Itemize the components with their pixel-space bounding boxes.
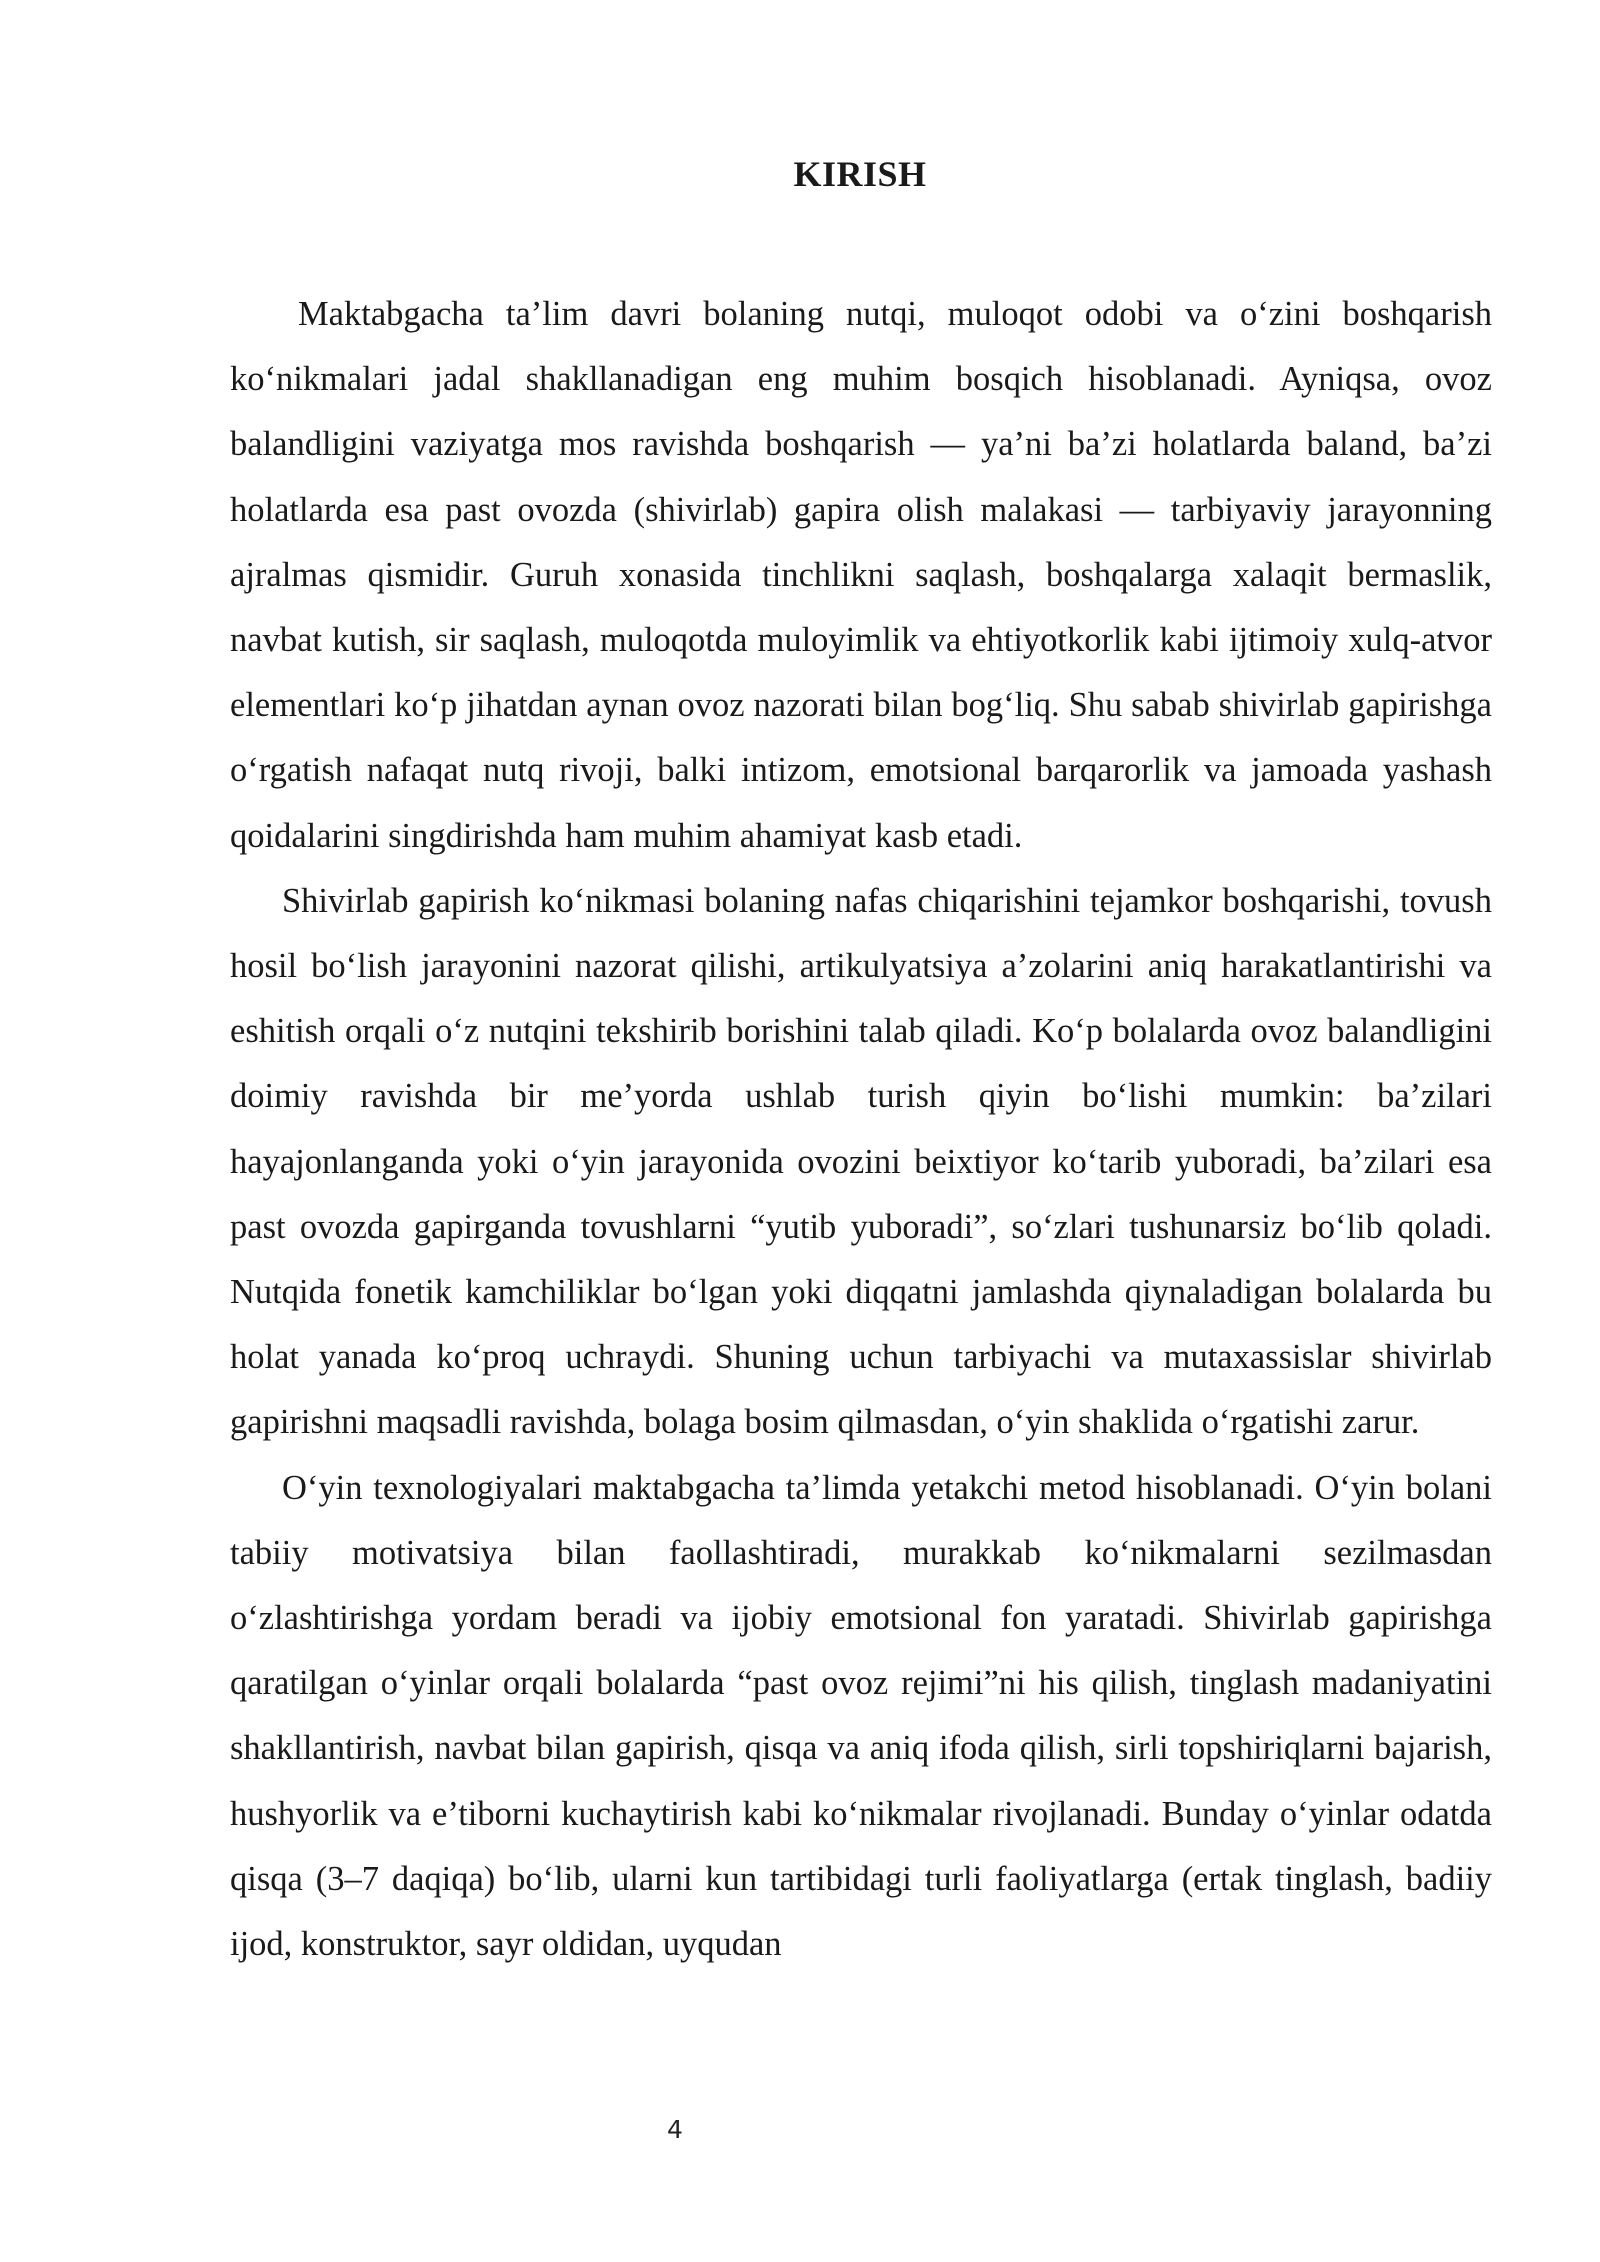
page-number: 4 bbox=[667, 2115, 683, 2144]
paragraph-2: Shivirlab gapirish ko‘nikmasi bolaning nafas chiqarishini tejamkor boshqarishi, tovush hosil bo‘lish jarayonini nazorat qilishi, artikulyatsiya a’zolarini aniq harakatlantirishi va eshitish orqali o‘z nutqini tekshirib borishini talab qiladi. Ko‘p bolalarda ovoz balandligini doimiy ravishda bir me’yorda ushlab turish qiyin bo‘lishi mumkin: ba’zilari hayajonlanganda yoki o‘yin jarayonida ovozini beixtiyor ko‘tarib yuboradi, ba’zilari esa past ovozda gapirganda tovushlarni “yutib yuboradi”, so‘zlari tushunarsiz bo‘lib qoladi. Nutqida fonetik kamchiliklar bo‘lgan yoki diqqatni jamlashda qiynaladigan bolalarda bu holat yanada ko‘proq uchraydi. Shuning uchun tarbiyachi va mutaxassislar shivirlab gapirishni maqsadli ravishda, bolaga bosim qilmasdan, o‘yin shaklida o‘rgatishi zarur. bbox=[230, 881, 1492, 1442]
paragraph-1: Maktabgacha ta’lim davri bolaning nutqi, muloqot odobi va o‘zini boshqarish ko‘nikmalari jadal shakllanadigan eng muhim bosqich hisoblanadi. Ayniqsa, ovoz balandligini vaziyatga mos ravishda boshqarish — ya’ni ba’zi holatlarda baland, ba’zi holatlarda esa past ovozda (shivirlab) gapira olish malakasi — tarbiyaviy jarayonning ajralmas qismidir. Guruh xonasida tinchlikni saqlash, boshqalarga xalaqit bermaslik, navbat kutish, sir saqlash, muloqotda muloyimlik va ehtiyotkorlik kabi ijtimoiy xulq-atvor elementlari ko‘p jihatdan aynan ovoz nazorati bilan bog‘liq. Shu sabab shivirlab gapirishga o‘rgatish nafaqat nutq rivoji, balki intizom, emotsional barqarorlik va jamoada yashash qoidalarini singdirishda ham muhim ahamiyat kasb etadi. bbox=[230, 295, 1492, 855]
body-text bbox=[230, 282, 1492, 1977]
section-title: KIRISH bbox=[793, 154, 927, 194]
paragraph-3: O‘yin texnologiyalari maktabgacha ta’limda yetakchi metod hisoblanadi. O‘yin bolani tabiiy motivatsiya bilan faollashtiradi, murakkab ko‘nikmalarni sezilmasdan o‘zlashtirishga yordam beradi va ijobiy emotsional fon yaratadi. Shivirlab gapirishga qaratilgan o‘yinlar orqali bolalarda “past ovoz rejimi”ni his qilish, tinglash madaniyatini shakllantirish, navbat bilan gapirish, qisqa va aniq ifoda qilish, sirli topshiriqlarni bajarish, hushyorlik va e’tiborni kuchaytirish kabi ko‘nikmalar rivojlanadi. Bunday o‘yinlar odatda qisqa (3–7 daqiqa) bo‘lib, ularni kun tartibidagi turli faoliyatlarga (ertak tinglash, badiiy ijod, konstruktor, sayr oldidan, uyqudan bbox=[230, 1468, 1492, 1964]
